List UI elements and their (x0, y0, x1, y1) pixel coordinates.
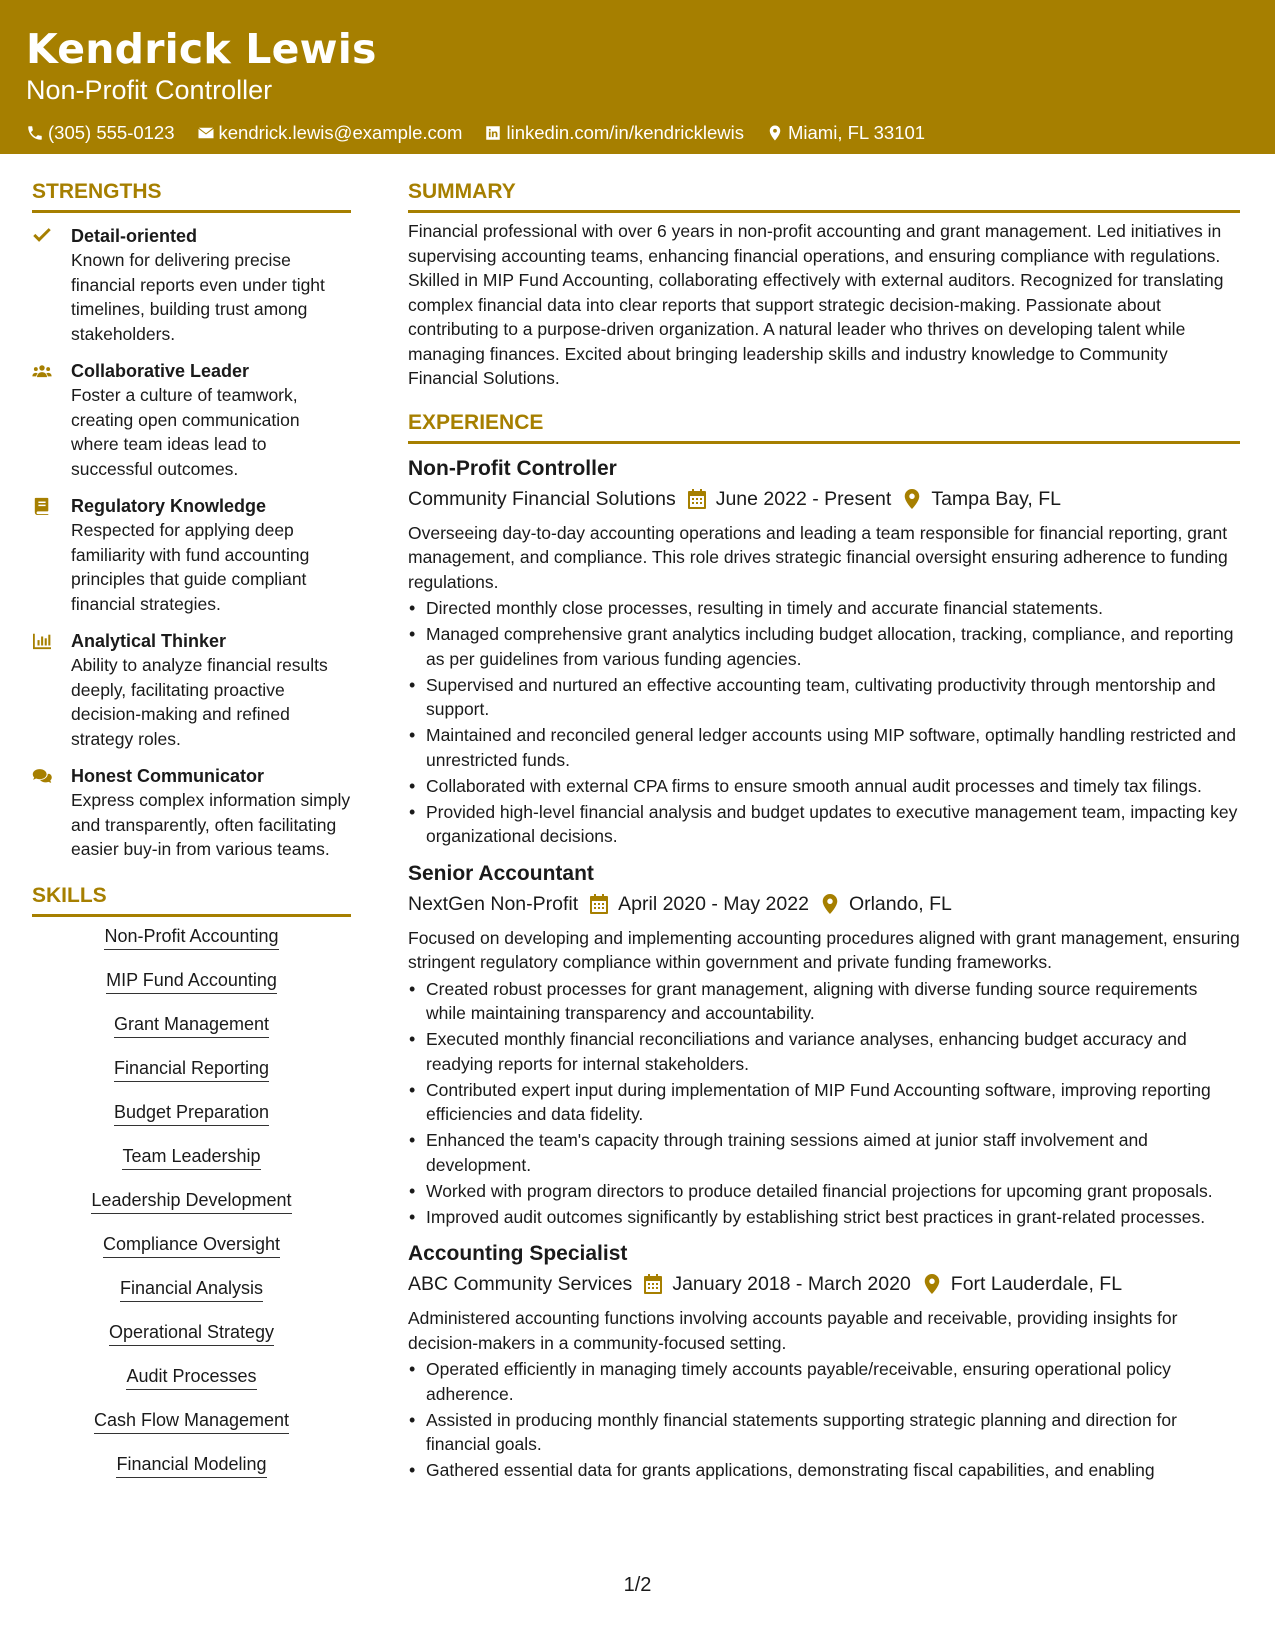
bullet-item: • Improved audit outcomes significantly by establishing strict best practices in grant-related processes. (408, 1205, 1240, 1230)
right-column (408, 178, 1240, 1484)
strength-title: Analytical Thinker (71, 631, 227, 651)
bullet-item: • Directed monthly close processes, resulting in timely and accurate financial statements. (408, 596, 1240, 621)
candidate-title: Non-Profit Controller (26, 75, 273, 105)
strength-title: Regulatory Knowledge (71, 496, 267, 516)
bullet-item: • Created robust processes for grant management, aligning with diverse funding source requirements while maintaining transparency and accountability. (408, 977, 1240, 1026)
summary-heading: SUMMARY (408, 178, 1240, 213)
experience-heading: EXPERIENCE (408, 409, 1240, 444)
job-location: Fort Lauderdale, FL (950, 1273, 1123, 1295)
strength-desc: Known for delivering precise financial reports even under tight timelines, building trust among stakeholders. (71, 250, 325, 344)
calendar-icon (590, 894, 608, 914)
strength-desc: Respected for applying deep familiarity with fund accounting principles that guide compliant financial strategies. (71, 520, 310, 614)
candidate-name: Kendrick Lewis (26, 25, 377, 73)
bullet-item: • Managed comprehensive grant analytics including budget allocation, tracking, compliance, and reporting as per guidelines from various funding agencies. (408, 622, 1240, 671)
summary-text: Financial professional with over 6 years in non-profit accounting and grant management. Led initiatives in supervising accounting teams, enhancing financial operations, and ensuring compliance with regulations. Skilled in MIP Fund Accounting, collaborating effectively with external auditors. Recognized for translating complex financial data into clear reports that support strategic decision-making. Passionate about contributing to a purpose-driven organization. A natural leader who thrives on developing talent while managing finances. Excited about bringing leadership skills and industry knowledge to Community Financial Solutions. (408, 221, 1224, 388)
skill-item: Operational Strategy (109, 1320, 274, 1346)
strengths-heading: STRENGTHS (32, 178, 351, 213)
skills-heading: SKILLS (32, 882, 351, 917)
job-description: Overseeing day-to-day accounting operations and leading a team responsible for financial reporting, grant management, and compliance. This role drives strategic financial oversight ensuring adherence to funding regulations. (408, 522, 1228, 592)
phone-icon (26, 124, 44, 142)
summary-section (408, 178, 1240, 391)
job-entry (408, 1239, 1240, 1483)
map-pin-icon (766, 124, 784, 142)
job-location: Orlando, FL (848, 892, 952, 915)
strength-desc: Ability to analyze financial results deeply, facilitating proactive decision-making and refined strategy roles. (71, 655, 328, 749)
linkedin-icon (484, 124, 502, 142)
linkedin-text: linkedin.com/in/kendricklewis (506, 122, 744, 143)
contact-phone[interactable] (26, 122, 175, 144)
bullet-item: • Supervised and nurtured an effective accounting team, cultivating productivity through mentorship and support. (408, 673, 1240, 722)
skill-item: MIP Fund Accounting (106, 968, 277, 994)
job-dates: April 2020 - May 2022 (618, 892, 809, 915)
bullet-item: • Collaborated with external CPA firms to ensure smooth annual audit processes and timely tax filings. (408, 774, 1240, 799)
skill-item: Compliance Oversight (103, 1232, 280, 1258)
skill-item: Cash Flow Management (94, 1408, 289, 1434)
skill-item: Financial Modeling (116, 1452, 266, 1478)
experience-section (408, 409, 1240, 1483)
job-dates: June 2022 - Present (715, 487, 892, 510)
check-icon (32, 227, 52, 245)
skill-item: Budget Preparation (114, 1100, 269, 1126)
envelope-icon (197, 124, 215, 142)
skill-item: Audit Processes (126, 1364, 256, 1390)
strengths-list (32, 224, 351, 862)
job-company: NextGen Non-Profit (408, 892, 579, 915)
job-entry (408, 859, 1240, 1230)
calendar-icon (644, 1274, 662, 1294)
job-title: Senior Accountant (408, 861, 594, 885)
resume-header (0, 0, 1275, 154)
bullet-item: • Assisted in producing monthly financial statements supporting strategic planning and direction for financial goals. (408, 1408, 1240, 1457)
bullet-item: • Operated efficiently in managing timely accounts payable/receivable, ensuring operational policy adherence. (408, 1357, 1240, 1406)
phone-text: (305) 555-0123 (48, 122, 175, 143)
contact-email[interactable] (197, 122, 463, 144)
chart-icon (32, 632, 52, 650)
users-icon (32, 362, 52, 380)
left-column (32, 178, 351, 1496)
job-meta (408, 889, 1240, 919)
skill-item: Financial Reporting (114, 1056, 269, 1082)
strength-title: Honest Communicator (71, 766, 265, 786)
strength-title: Detail-oriented (71, 226, 198, 246)
job-entry (408, 454, 1240, 849)
job-bullets (408, 1357, 1240, 1483)
bullet-item: • Enhanced the team's capacity through training sessions aimed at junior staff involvement and development. (408, 1128, 1240, 1177)
skill-item: Non-Profit Accounting (104, 924, 278, 950)
bullet-item: • Executed monthly financial reconciliations and variance analyses, enhancing budget accuracy and readying reports for internal stakeholders. (408, 1027, 1240, 1076)
contact-location (766, 122, 925, 144)
strength-item (32, 764, 351, 862)
job-meta (408, 484, 1240, 514)
strength-item (32, 224, 351, 346)
bullet-item: • Worked with program directors to produce detailed financial projections for upcoming grant proposals. (408, 1179, 1240, 1204)
calendar-icon (688, 489, 706, 509)
skill-item: Financial Analysis (120, 1276, 263, 1302)
bullet-item: • Gathered essential data for grants applications, demonstrating fiscal capabilities, and enabling (408, 1458, 1240, 1483)
job-title: Non-Profit Controller (408, 456, 617, 480)
job-description: Administered accounting functions involving accounts payable and receivable, providing insights for decision-makers in a community-focused setting. (408, 1308, 1178, 1353)
strengths-section (32, 178, 351, 862)
strength-item (32, 629, 351, 751)
strength-item (32, 494, 351, 616)
page-number: 1/2 (623, 1574, 652, 1596)
bullet-item: • Contributed expert input during implementation of MIP Fund Accounting software, improving reporting efficiencies and data fidelity. (408, 1078, 1240, 1127)
bullet-item: • Maintained and reconciled general ledger accounts using MIP software, optimally handling restricted and unrestricted funds. (408, 723, 1240, 772)
map-pin-icon (821, 894, 839, 914)
map-pin-icon (903, 489, 921, 509)
job-bullets (408, 977, 1240, 1230)
skill-item: Leadership Development (91, 1188, 291, 1214)
job-dates: January 2018 - March 2020 (672, 1273, 911, 1295)
job-bullets (408, 596, 1240, 849)
job-description: Focused on developing and implementing accounting procedures aligned with grant management, ensuring stringent regulatory compliance within government and private funding frameworks. (408, 927, 1240, 972)
bullet-item: • Provided high-level financial analysis and budget updates to executive management team, impacting key organizational decisions. (408, 800, 1240, 849)
skills-list (32, 924, 351, 1496)
skills-section (32, 882, 351, 1496)
email-text: kendrick.lewis@example.com (218, 122, 463, 143)
job-company: Community Financial Solutions (408, 487, 676, 510)
job-meta (408, 1269, 1240, 1299)
map-pin-icon (923, 1274, 941, 1294)
job-location: Tampa Bay, FL (931, 487, 1062, 510)
job-company: ABC Community Services (408, 1273, 633, 1295)
skill-item: Grant Management (114, 1012, 269, 1038)
skill-item: Team Leadership (122, 1144, 260, 1170)
strength-desc: Foster a culture of teamwork, creating open communication where team ideas lead to successful outcomes. (71, 385, 300, 479)
location-text: Miami, FL 33101 (787, 122, 926, 143)
book-icon (32, 497, 52, 515)
contact-linkedin[interactable] (484, 122, 744, 144)
contact-bar (26, 122, 1275, 144)
strength-title: Collaborative Leader (71, 361, 250, 381)
comments-icon (32, 767, 52, 785)
strength-item (32, 359, 351, 481)
job-title: Accounting Specialist (408, 1242, 628, 1265)
strength-desc: Express complex information simply and transparently, often facilitating easier buy-in from various teams. (71, 790, 351, 859)
